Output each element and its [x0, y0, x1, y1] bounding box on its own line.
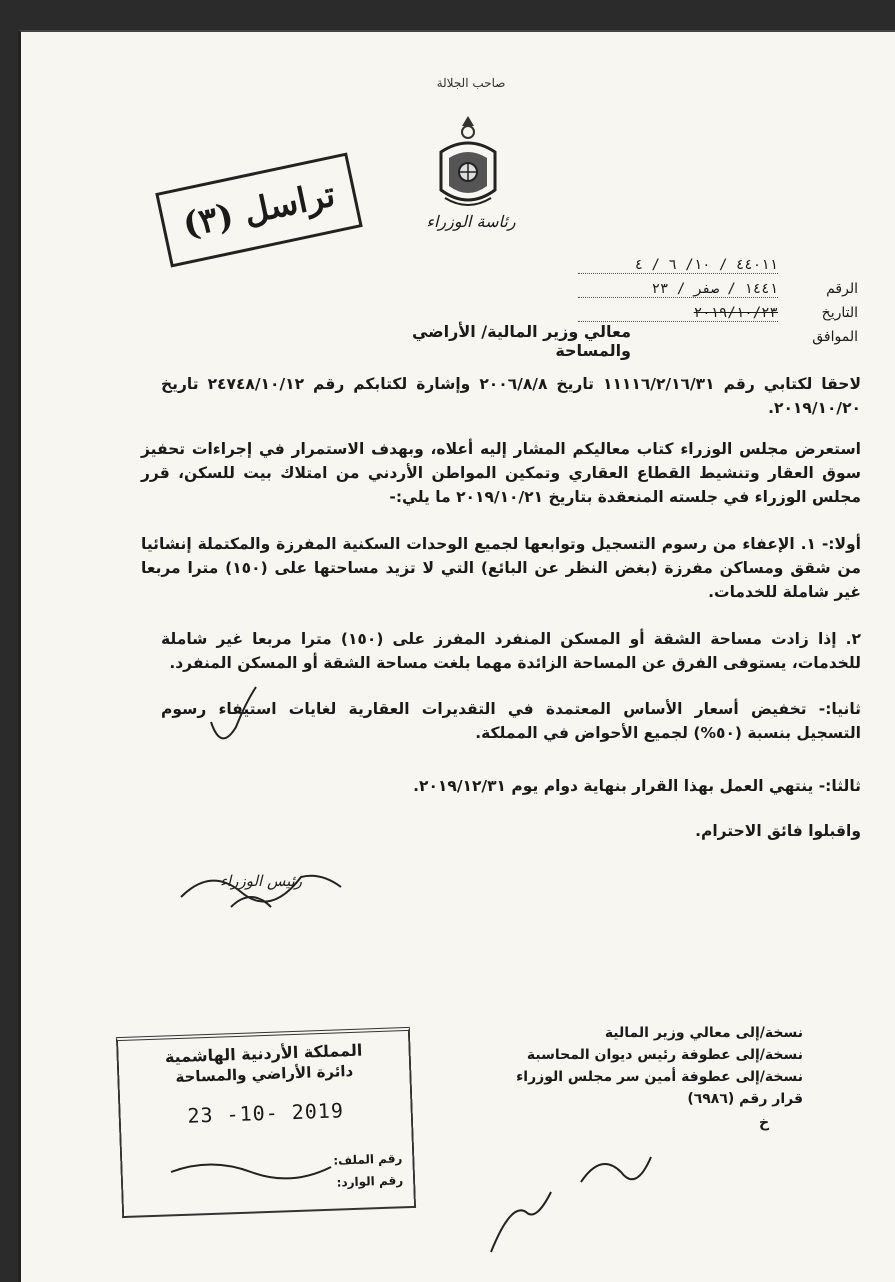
received-stamp-department: دائرة الأراضي والمساحة: [175, 1061, 354, 1087]
paragraph-intro: استعرض مجلس الوزراء كتاب معاليكم المشار إليه أعلاه، وبهدف الاستمرار في إجراءات تحفيز سوق العقار وتنشيط القطاع العقاري وتمكين المواطن الأردني من امتلاك بيت للسكن، قرر مجلس الوزراء في جلسته المنعقدة بتاريخ ٢٠١٩/١٠/٢١ ما يلي:-: [141, 440, 861, 506]
closing-line: واقبلوا فائق الاحترام.: [695, 822, 861, 840]
decision-number: قرار رقم (٦٩٨٦): [687, 1091, 803, 1107]
received-stamp: [116, 1027, 416, 1218]
copy-line: نسخة/إلى معالي وزير المالية: [604, 1025, 803, 1041]
date-hijri-value: ١٤٤١ / صفر / ٢٣: [578, 281, 778, 298]
paragraph-third: ثالثا:- ينتهي العمل بهذا القرار بنهاية دوام يوم ٢٠١٩/١٢/٣١.: [413, 777, 861, 795]
paragraph-second: ثانيا:- تخفيض أسعار الأساس المعتمدة في التقديرات العقارية لغايات استيفاء رسوم التسجيل بنسبة (٥٠%) لجميع الأحواض في المملكة.: [161, 700, 861, 742]
ref-number-value: ٤٤٠١١ / ١٠/ ٦ / ٤: [578, 257, 778, 274]
agree-label: الموافق: [812, 329, 858, 345]
copies-list: [443, 1022, 803, 1110]
letter-document: [21, 32, 895, 1282]
royal-header-script: صاحب الجلالة: [436, 76, 506, 90]
date-gregorian-value: ٢٠١٩/١٠/٢٣: [578, 305, 778, 322]
paragraph-first-2: ٢. إذا زادت مساحة الشقة أو المسكن المنفرد المفرز على (١٥٠) مترا مربعا غير شاملة للخدمات، يستوفى الفرق عن المساحة الزائدة مهما بلغت مساحة الشقة أو المسكن المنفرد.: [161, 630, 861, 672]
received-stamp-date: 23 -10- 2019: [187, 1098, 345, 1128]
copy-line: نسخة/إلى عطوفة أمين سر مجلس الوزراء: [516, 1069, 803, 1085]
signature-scribble-icon: [171, 857, 351, 917]
initial-mark: خ: [759, 1115, 770, 1131]
prime-ministry-label: رئاسة الوزراء: [426, 212, 516, 231]
ref-number-row: [258, 257, 858, 281]
paper-sheet: [18, 30, 895, 1282]
file-number-label: رقم الملف:: [333, 1151, 403, 1168]
incoming-number-label: رقم الوارد:: [336, 1173, 404, 1190]
ref-number-label: الرقم: [826, 281, 858, 297]
received-stamp-kingdom: المملكة الأردنية الهاشمية: [164, 1040, 363, 1067]
signature-label: رئيس الوزراء: [219, 872, 303, 890]
ref-label-row: [258, 281, 858, 305]
correspondence-stamp-text: تراسل (٣): [179, 174, 339, 246]
copy-line: نسخة/إلى عطوفة رئيس ديوان المحاسبة: [526, 1047, 803, 1063]
paragraph-first-1: أولا:- ١. الإعفاء من رسوم التسجيل وتوابعها لجميع الوحدات السكنية المفرزة والمكتملة إنشائيا من شقق ومساكن مفرزة (بغض النظر عن البائع) التي لا تزيد مساحتها على (١٥٠) مترا مربعا غير شاملة للخدمات.: [141, 535, 861, 601]
jordan-coat-of-arms-icon: [433, 112, 503, 222]
date-label: التاريخ: [821, 305, 858, 321]
paragraph-reference: لاحقا لكتابي رقم ١١١١٦/٢/١٦/٣١ تاريخ ٢٠٠٦/٨/٨ وإشارة لكتابكم رقم ٢٤٧٤٨/١٠/١٢ تاريخ ٢٠١٩/١٠/٢٠.: [161, 375, 861, 417]
correspondence-stamp: [155, 152, 363, 267]
recipient-line: معالي وزير المالية/ الأراضي والمساحة: [411, 322, 631, 360]
